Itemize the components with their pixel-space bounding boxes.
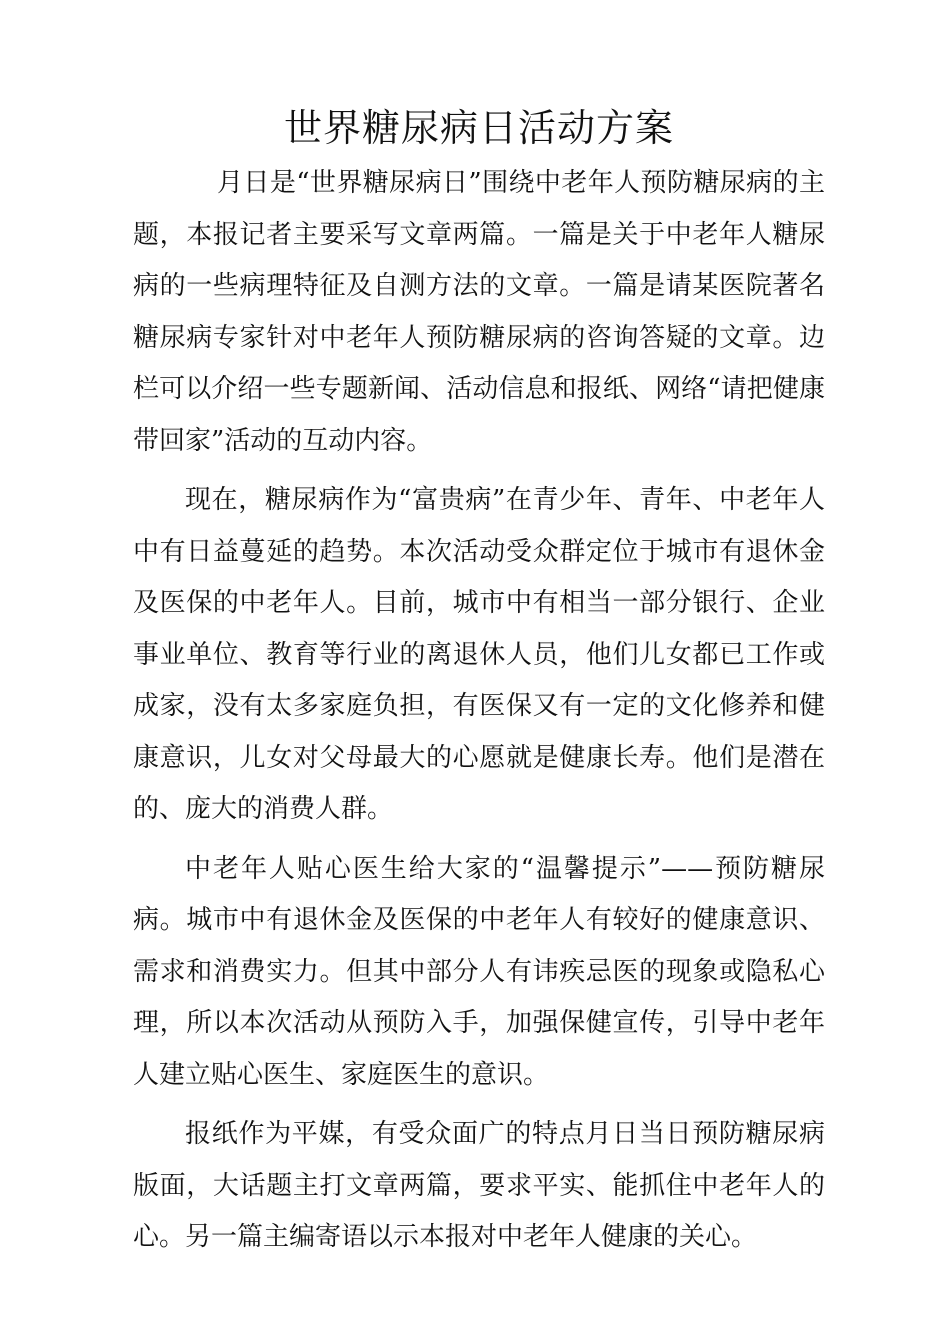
document-page xyxy=(133,100,825,1264)
paragraph-3: 中老年人贴心医生给大家的“温馨提示”——预防糖尿病。城市中有退休金及医保的中老年人有较好的健康意识、需求和消费实力。但其中部分人有讳疾忌医的现象或隐私心理，所以本次活动从预防入手，加强保健宣传，引导中老年人建立贴心医生、家庭医生的意识。 xyxy=(133,853,825,1090)
paragraph-2: 现在，糖尿病作为“富贵病”在青少年、青年、中老年人中有日益蔓延的趋势。本次活动受众群定位于城市有退休金及医保的中老年人。目前，城市中有相当一部分银行、企业事业单位、教育等行业的离退休人员，他们儿女都已工作或成家，没有太多家庭负担，有医保又有一定的文化修养和健康意识，儿女对父母最大的心愿就是健康长寿。他们是潜在的、庞大的消费人群。 xyxy=(133,485,825,824)
paragraph-4: 报纸作为平媒，有受众面广的特点月日当日预防糖尿病版面，大话题主打文章两篇，要求平实、能抓住中老年人的心。另一篇主编寄语以示本报对中老年人健康的关心。 xyxy=(133,1119,825,1252)
paragraph-1: 月日是“世界糖尿病日”围绕中老年人预防糖尿病的主题，本报记者主要采写文章两篇。一篇是关于中老年人糖尿病的一些病理特征及自测方法的文章。一篇是请某医院著名糖尿病专家针对中老年人预防糖尿病的咨询答疑的文章。边栏可以介绍一些专题新闻、活动信息和报纸、网络“请把健康带回家”活动的互动内容。 xyxy=(133,168,825,456)
document-title: 世界糖尿病日活动方案 xyxy=(283,106,674,150)
